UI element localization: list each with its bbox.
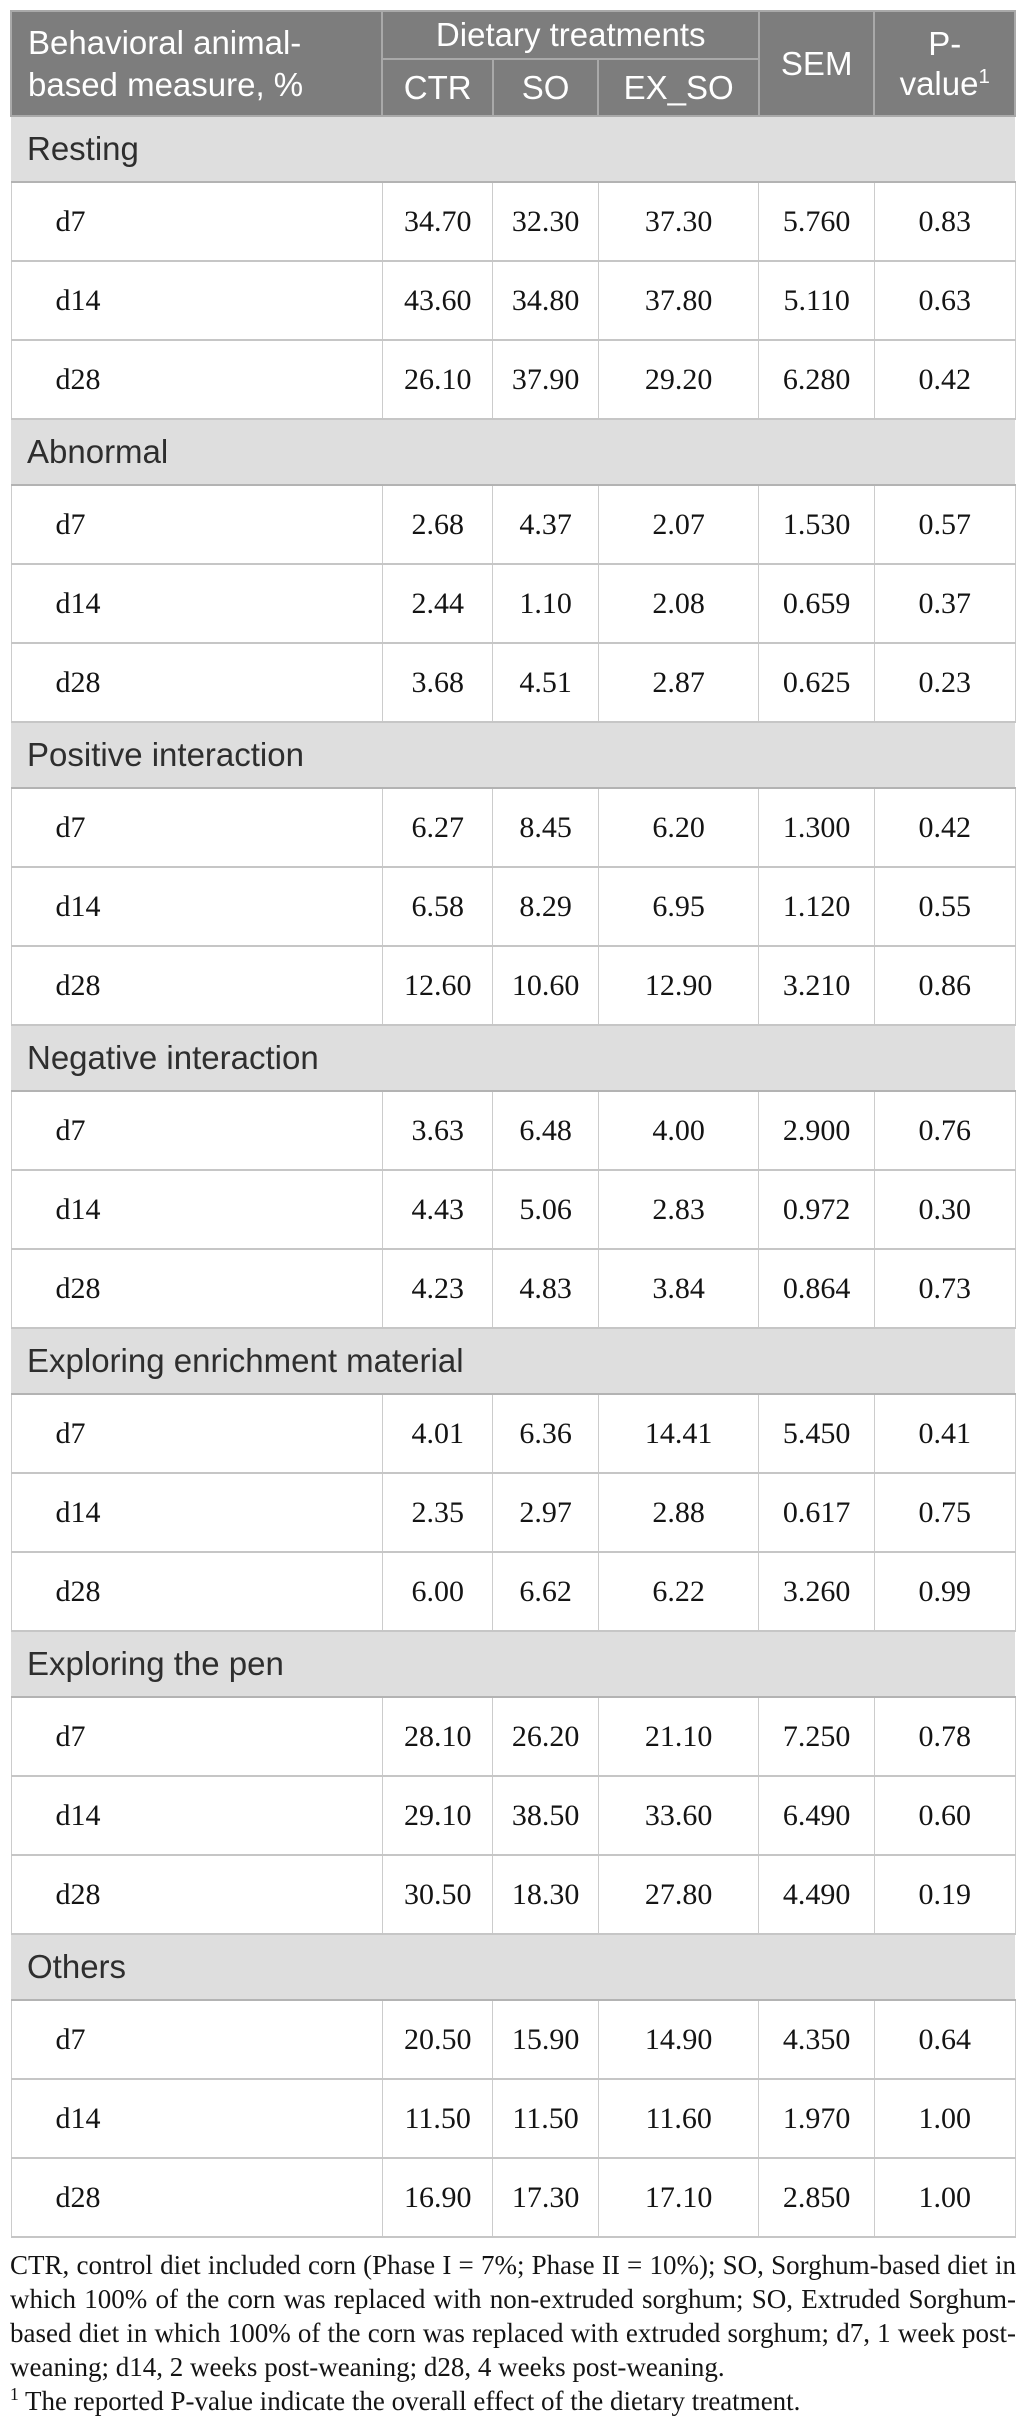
value-cell: 6.280	[759, 340, 874, 419]
value-cell: 6.27	[382, 788, 492, 867]
value-cell: 1.10	[493, 564, 598, 643]
data-row	[11, 261, 1015, 340]
value-cell: 4.51	[493, 643, 598, 722]
day-label: d14	[11, 1473, 382, 1552]
value-cell: 12.60	[382, 946, 492, 1025]
value-cell: 0.83	[874, 182, 1015, 261]
value-cell: 0.64	[874, 2000, 1015, 2079]
day-label: d14	[11, 564, 382, 643]
value-cell: 6.490	[759, 1776, 874, 1855]
value-cell: 6.00	[382, 1552, 492, 1631]
value-cell: 14.41	[598, 1394, 759, 1473]
value-cell: 2.44	[382, 564, 492, 643]
value-cell: 0.23	[874, 643, 1015, 722]
day-label: d28	[11, 1552, 382, 1631]
data-row	[11, 867, 1015, 946]
value-cell: 0.625	[759, 643, 874, 722]
section-row	[11, 1025, 1015, 1091]
day-label: d14	[11, 1776, 382, 1855]
value-cell: 3.68	[382, 643, 492, 722]
value-cell: 27.80	[598, 1855, 759, 1934]
value-cell: 10.60	[493, 946, 598, 1025]
value-cell: 1.00	[874, 2158, 1015, 2237]
value-cell: 0.972	[759, 1170, 874, 1249]
value-cell: 11.60	[598, 2079, 759, 2158]
day-label: d14	[11, 2079, 382, 2158]
value-cell: 8.29	[493, 867, 598, 946]
data-row	[11, 946, 1015, 1025]
value-cell: 4.83	[493, 1249, 598, 1328]
value-cell: 34.70	[382, 182, 492, 261]
value-cell: 2.07	[598, 485, 759, 564]
value-cell: 0.99	[874, 1552, 1015, 1631]
value-cell: 4.23	[382, 1249, 492, 1328]
data-row	[11, 1473, 1015, 1552]
value-cell: 6.36	[493, 1394, 598, 1473]
value-cell: 30.50	[382, 1855, 492, 1934]
value-cell: 0.73	[874, 1249, 1015, 1328]
behavior-table	[10, 10, 1016, 2238]
value-cell: 16.90	[382, 2158, 492, 2237]
section-row	[11, 419, 1015, 485]
day-label: d14	[11, 261, 382, 340]
section-row	[11, 722, 1015, 788]
value-cell: 29.20	[598, 340, 759, 419]
value-cell: 4.350	[759, 2000, 874, 2079]
value-cell: 1.120	[759, 867, 874, 946]
section-row	[11, 1934, 1015, 2000]
value-cell: 2.87	[598, 643, 759, 722]
day-label: d28	[11, 340, 382, 419]
value-cell: 17.30	[493, 2158, 598, 2237]
day-label: d14	[11, 867, 382, 946]
value-cell: 0.659	[759, 564, 874, 643]
value-cell: 0.57	[874, 485, 1015, 564]
value-cell: 5.06	[493, 1170, 598, 1249]
value-cell: 3.210	[759, 946, 874, 1025]
value-cell: 17.10	[598, 2158, 759, 2237]
section-label: Abnormal	[11, 419, 1015, 485]
pvalue-column-header	[874, 11, 1015, 116]
value-cell: 0.41	[874, 1394, 1015, 1473]
table-header	[11, 11, 1015, 116]
day-label: d28	[11, 2158, 382, 2237]
section-label: Resting	[11, 116, 1015, 182]
value-cell: 8.45	[493, 788, 598, 867]
value-cell: 33.60	[598, 1776, 759, 1855]
data-row	[11, 1249, 1015, 1328]
value-cell: 4.43	[382, 1170, 492, 1249]
value-cell: 0.42	[874, 788, 1015, 867]
value-cell: 5.110	[759, 261, 874, 340]
day-label: d28	[11, 1249, 382, 1328]
value-cell: 5.760	[759, 182, 874, 261]
day-label: d28	[11, 643, 382, 722]
value-cell: 26.10	[382, 340, 492, 419]
footnote-superscript: 1	[10, 2384, 19, 2404]
footnote-pvalue	[10, 2384, 1016, 2418]
value-cell: 20.50	[382, 2000, 492, 2079]
section-label: Exploring the pen	[11, 1631, 1015, 1697]
value-cell: 6.62	[493, 1552, 598, 1631]
footnote-abbreviations: CTR, control diet included corn (Phase I = 7%; Phase II = 10%); SO, Sorghum-based diet in which 100% of the corn was replaced with non-extruded sorghum; SO, Extruded Sorghum-based diet in which 100% of the corn was replaced with extruded sorghum; d7, 1 week post-weaning; d14, 2 weeks post-weaning; d28, 4 weeks post-weaning.	[10, 2250, 1016, 2382]
value-cell: 7.250	[759, 1697, 874, 1776]
day-label: d7	[11, 2000, 382, 2079]
value-cell: 2.850	[759, 2158, 874, 2237]
value-cell: 0.76	[874, 1091, 1015, 1170]
value-cell: 18.30	[493, 1855, 598, 1934]
treatment-column-header-so: SO	[493, 59, 598, 116]
treatment-column-header-ctr: CTR	[382, 59, 492, 116]
value-cell: 6.48	[493, 1091, 598, 1170]
value-cell: 2.97	[493, 1473, 598, 1552]
footnotes	[10, 2248, 1016, 2418]
value-cell: 0.55	[874, 867, 1015, 946]
value-cell: 11.50	[493, 2079, 598, 2158]
data-row	[11, 340, 1015, 419]
section-row	[11, 116, 1015, 182]
value-cell: 34.80	[493, 261, 598, 340]
value-cell: 11.50	[382, 2079, 492, 2158]
value-cell: 0.78	[874, 1697, 1015, 1776]
section-row	[11, 1328, 1015, 1394]
data-row	[11, 643, 1015, 722]
section-label: Positive interaction	[11, 722, 1015, 788]
section-row	[11, 1631, 1015, 1697]
value-cell: 6.20	[598, 788, 759, 867]
data-row	[11, 1091, 1015, 1170]
data-row	[11, 1394, 1015, 1473]
value-cell: 4.01	[382, 1394, 492, 1473]
data-row	[11, 485, 1015, 564]
value-cell: 2.900	[759, 1091, 874, 1170]
value-cell: 43.60	[382, 261, 492, 340]
data-row	[11, 564, 1015, 643]
value-cell: 14.90	[598, 2000, 759, 2079]
day-label: d7	[11, 1394, 382, 1473]
value-cell: 4.00	[598, 1091, 759, 1170]
day-label: d7	[11, 1091, 382, 1170]
data-row	[11, 2079, 1015, 2158]
value-cell: 5.450	[759, 1394, 874, 1473]
value-cell: 0.864	[759, 1249, 874, 1328]
value-cell: 3.84	[598, 1249, 759, 1328]
value-cell: 37.80	[598, 261, 759, 340]
value-cell: 3.63	[382, 1091, 492, 1170]
section-label: Others	[11, 1934, 1015, 2000]
data-row	[11, 1697, 1015, 1776]
value-cell: 12.90	[598, 946, 759, 1025]
pvalue-label: P-value	[899, 24, 979, 102]
value-cell: 4.490	[759, 1855, 874, 1934]
value-cell: 2.35	[382, 1473, 492, 1552]
day-label: d7	[11, 788, 382, 867]
value-cell: 0.37	[874, 564, 1015, 643]
value-cell: 1.970	[759, 2079, 874, 2158]
data-row	[11, 788, 1015, 867]
value-cell: 0.60	[874, 1776, 1015, 1855]
day-label: d14	[11, 1170, 382, 1249]
footnote-pvalue-text: The reported P-value indicate the overall effect of the dietary treatment.	[25, 2386, 801, 2416]
value-cell: 0.86	[874, 946, 1015, 1025]
value-cell: 28.10	[382, 1697, 492, 1776]
pvalue-superscript: 1	[978, 64, 990, 88]
value-cell: 37.90	[493, 340, 598, 419]
value-cell: 32.30	[493, 182, 598, 261]
value-cell: 2.88	[598, 1473, 759, 1552]
section-label: Exploring enrichment material	[11, 1328, 1015, 1394]
day-label: d7	[11, 182, 382, 261]
value-cell: 26.20	[493, 1697, 598, 1776]
data-row	[11, 1170, 1015, 1249]
sem-column-header: SEM	[759, 11, 874, 116]
value-cell: 15.90	[493, 2000, 598, 2079]
value-cell: 6.58	[382, 867, 492, 946]
day-label: d7	[11, 485, 382, 564]
value-cell: 2.83	[598, 1170, 759, 1249]
value-cell: 1.00	[874, 2079, 1015, 2158]
data-row	[11, 1776, 1015, 1855]
data-row	[11, 2000, 1015, 2079]
value-cell: 0.63	[874, 261, 1015, 340]
data-row	[11, 1552, 1015, 1631]
day-label: d28	[11, 1855, 382, 1934]
value-cell: 2.68	[382, 485, 492, 564]
section-label: Negative interaction	[11, 1025, 1015, 1091]
value-cell: 21.10	[598, 1697, 759, 1776]
value-cell: 0.42	[874, 340, 1015, 419]
dietary-treatments-header: Dietary treatments	[382, 11, 758, 59]
value-cell: 6.95	[598, 867, 759, 946]
value-cell: 1.530	[759, 485, 874, 564]
value-cell: 1.300	[759, 788, 874, 867]
data-row	[11, 182, 1015, 261]
value-cell: 4.37	[493, 485, 598, 564]
day-label: d28	[11, 946, 382, 1025]
day-label: d7	[11, 1697, 382, 1776]
value-cell: 0.19	[874, 1855, 1015, 1934]
treatment-column-header-ex_so: EX_SO	[598, 59, 759, 116]
value-cell: 0.617	[759, 1473, 874, 1552]
value-cell: 2.08	[598, 564, 759, 643]
value-cell: 0.75	[874, 1473, 1015, 1552]
value-cell: 3.260	[759, 1552, 874, 1631]
value-cell: 37.30	[598, 182, 759, 261]
value-cell: 0.30	[874, 1170, 1015, 1249]
measure-column-header: Behavioral animal-based measure, %	[11, 11, 382, 116]
value-cell: 38.50	[493, 1776, 598, 1855]
table-body	[11, 116, 1015, 2237]
value-cell: 6.22	[598, 1552, 759, 1631]
data-row	[11, 2158, 1015, 2237]
data-row	[11, 1855, 1015, 1934]
value-cell: 29.10	[382, 1776, 492, 1855]
